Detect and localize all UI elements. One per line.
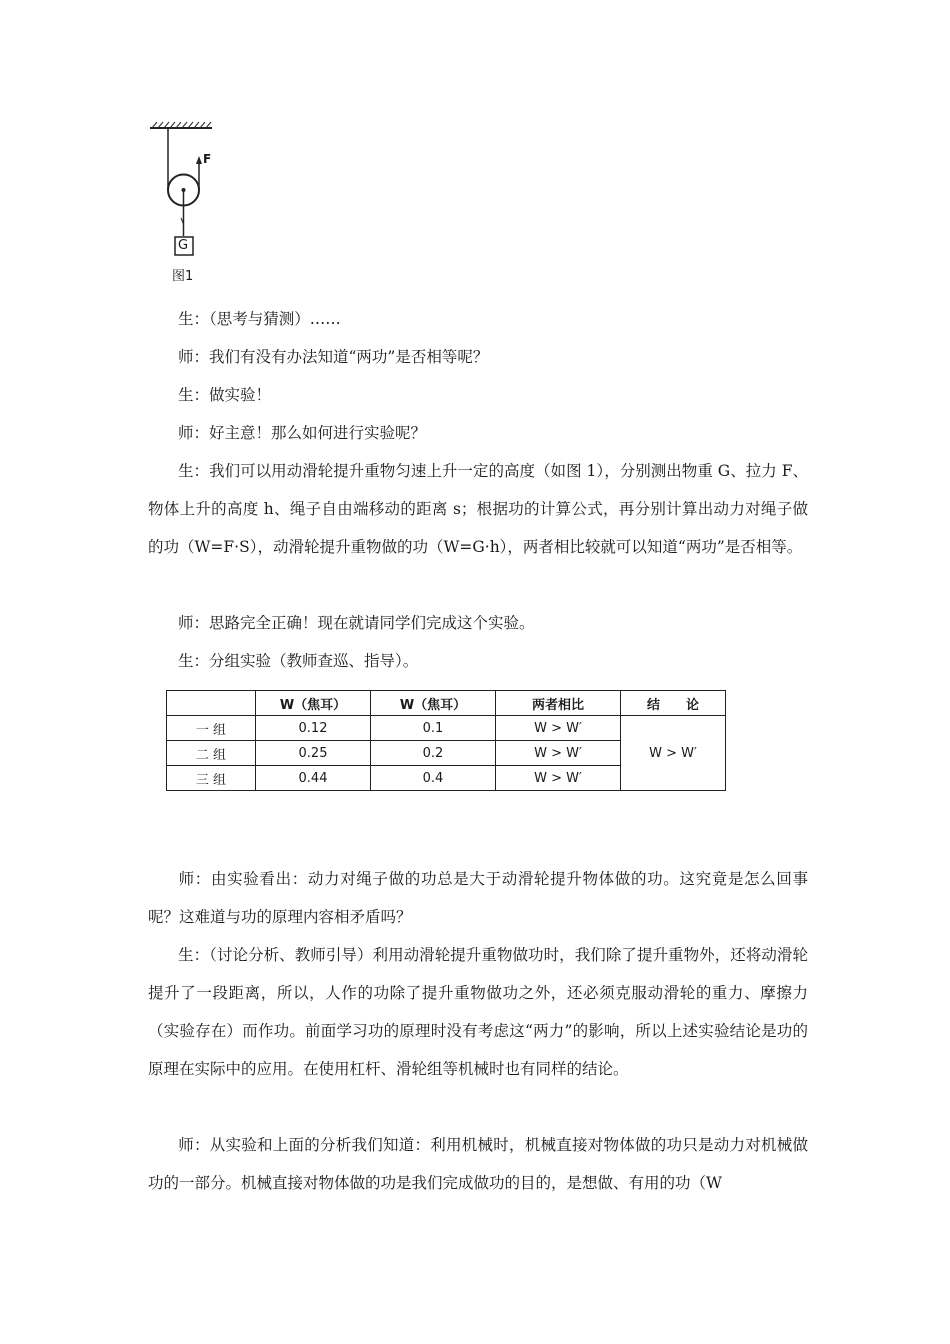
paragraph: 生：分组实验（教师查巡、指导）。 [178,652,419,670]
force-label: F [203,152,212,166]
header-cell: W（焦耳） [371,691,496,716]
table-header-row [167,691,726,716]
group-cell: 二 组 [167,741,256,766]
group-cell: 三 组 [167,766,256,791]
work-cell: 0.12 [256,716,371,741]
paragraph: 生：（讨论分析、教师引导）利用动滑轮提升重物做功时，我们除了提升重物外，还将动滑轮提升了一段距离，所以，人作的功除了提升重物做功之外，还必须克服动滑轮的重力、摩擦力（实验存在）而作功。前面学习功的原理时没有考虑这“两力”的影响，所以上述实验结论是功的原理在实际中的应用。在使用杠杆、滑轮组等机械时也有同样的结论。 [148,946,808,1078]
paragraph: 师：好主意！那么如何进行实验呢？ [178,424,427,442]
paragraph: 生：做实验！ [178,386,272,404]
conclusion-cell: W > W′ [621,716,726,791]
compare-cell: W > W′ [496,716,621,741]
header-cell: 两者相比 [496,691,621,716]
weight-label: G [178,238,189,253]
pulley-diagram [140,118,230,283]
header-cell: W（焦耳） [256,691,371,716]
paragraph: 师：由实验看出：动力对绳子做的功总是大于动滑轮提升物体做的功。这究竟是怎么回事呢？这难道与功的原理内容相矛盾吗？ [148,870,808,926]
work-cell: 0.4 [371,766,496,791]
compare-cell: W > W′ [496,766,621,791]
figure-caption: 图1 [172,269,194,284]
table-row [167,716,726,741]
paragraph: 生：（思考与猜测）…… [178,310,341,328]
work-cell: 0.2 [371,741,496,766]
work-cell: 0.44 [256,766,371,791]
paragraph: 生：我们可以用动滑轮提升重物匀速上升一定的高度（如图 1），分别测出物重 G、拉力 F、物体上升的高度 h、绳子自由端移动的距离 s；根据功的计算公式，再分别计算出动力对绳子做的功（W=F·S），动滑轮提升重物做的功（W=G·h），两者相比较就可以知道“两功”是否相等。 [148,462,808,556]
compare-cell: W > W′ [496,741,621,766]
paragraph: 师：思路完全正确！现在就请同学们完成这个实验。 [178,614,535,632]
work-cell: 0.25 [256,741,371,766]
paragraph: 师：从实验和上面的分析我们知道：利用机械时，机械直接对物体做的功只是动力对机械做功的一部分。机械直接对物体做的功是我们完成做功的目的，是想做、有用的功（W [148,1136,808,1192]
header-cell: 结 论 [621,691,726,716]
results-table [166,690,726,791]
header-cell [167,691,256,716]
work-cell: 0.1 [371,716,496,741]
group-cell: 一 组 [167,716,256,741]
paragraph: 师：我们有没有办法知道“两功”是否相等呢？ [178,348,489,366]
